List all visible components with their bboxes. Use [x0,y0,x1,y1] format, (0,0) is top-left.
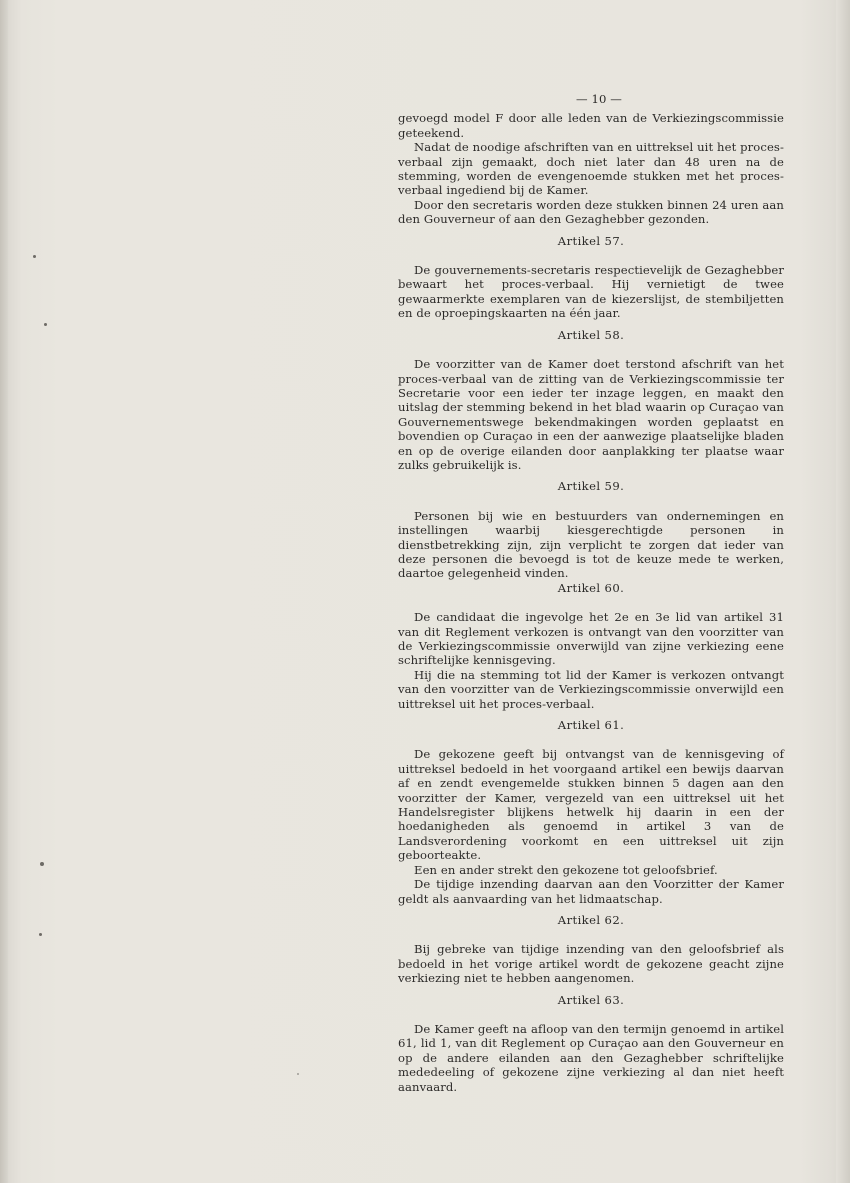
text-column [398,92,784,1094]
article-paragraph: De Kamer geeft na afloop van den termijn genoemd in artikel 61, lid 1, van dit Reglement op Curaçao aan den Gouverneur en op de andere eilanden aan den Gezaghebber schriftelijke mededeeling of gekozene zijne verkiezing al dan niet heeft aanvaard. [398,1021,784,1094]
article-60 [398,581,784,711]
page-speck [39,933,42,936]
page-speck [40,862,44,866]
intro-paragraph: Nadat de noodige afschriften van en uittreksel uit het proces-verbaal zijn gemaakt, doch niet later dan 48 uren na de stemming, worden de evengenoemde stukken met het proces-verbaal ingediend bij de Kamer. [398,140,784,198]
article-paragraph: De voorzitter van de Kamer doet terstond afschrift van het proces-verbaal van de zitting van de Verkiezingscommissie ter Secretarie voor een ieder ter inzage leggen, en maakt den uitslag der stemming bekend in het blad waarin op Curaçao van Gouvernementswege bekendmakingen worden geplaatst en bovendien op Curaçao in een der aanwezige plaatselijke bladen en op de overige eilanden door aanplakking ter plaatse waar zulks gebruikelijk is. [398,357,784,472]
page-speck [33,255,36,258]
page-binding-edge [0,0,8,1183]
article-62 [398,913,784,986]
page-speck [297,1073,299,1075]
page-number: — 10 — [576,92,622,106]
article-title: Artikel 59. [557,479,625,494]
page-speck [44,323,47,326]
article-paragraph: De candidaat die ingevolge het 2e en 3e lid van artikel 31 van dit Reglement verkozen is ontvangt van den voorzitter van de Verkiezingscommissie onverwijld van zijne verkiezing eene schriftelijke kennisgeving. [398,610,784,668]
article-58 [398,328,784,473]
intro-paragraph: Door den secretaris worden deze stukken binnen 24 uren aan den Gouverneur of aan den Gezaghebber gezonden. [398,197,784,227]
article-57 [398,234,784,321]
article-63 [398,993,784,1094]
article-title: Artikel 62. [557,912,625,927]
article-paragraph: De gouvernements-secretaris respectievelijk de Gezaghebber bewaart het proces-verbaal. Hij vernietigt de twee gewaarmerkte exemplaren van de kiezerslijst, de stembiljetten en de oproepingskaarten na één jaar. [398,263,784,321]
article-61 [398,718,784,906]
article-paragraph: De tijdige inzending daarvan aan den Voorzitter der Kamer geldt als aanvaarding van het lidmaatschap. [398,877,784,906]
article-title: Artikel 60. [557,580,625,595]
page-right-edge [836,0,850,1183]
intro-paragraph: gevoegd model F door alle leden van de Verkiezingscommissie geteekend. [398,111,784,140]
article-title: Artikel 58. [557,327,625,342]
article-paragraph: Een en ander strekt den gekozene tot geloofsbrief. [414,862,718,877]
article-paragraph: Personen bij wie en bestuurders van ondernemingen en instellingen waarbij kiesgerechtigde personen in dienstbetrekking zijn, zijn verplicht te zorgen dat ieder van deze personen die bevoegd is tot de keuze mede te werken, daartoe gelegenheid vinden. [398,508,784,581]
article-title: Artikel 63. [557,992,625,1007]
article-title: Artikel 57. [557,233,625,248]
article-paragraph: Bij gebreke van tijdige inzending van den geloofsbrief als bedoeld in het vorige artikel wordt de gekozene geacht zijne verkiezing niet te hebben aangenomen. [398,942,784,986]
article-paragraph: De gekozene geeft bij ontvangst van de kennisgeving of uittreksel bedoeld in het voorgaand artikel een bewijs daarvan af en zendt evengemelde stukken binnen 5 dagen aan den voorzitter der Kamer, vergezeld van een uittreksel uit het Handelsregister blijkens hetwelk hij daarin in een der hoedanigheden als genoemd in artikel 3 van de Landsverordening voorkomt en een uittreksel uit zijn geboorteakte. [398,747,784,863]
article-59 [398,479,784,580]
article-title: Artikel 61. [557,718,625,733]
article-paragraph: Hij die na stemming tot lid der Kamer is verkozen ontvangt van den voorzitter van de Verkiezingscommissie onverwijld een uittreksel uit het proces-verbaal. [398,667,784,711]
intro-section [398,111,784,226]
